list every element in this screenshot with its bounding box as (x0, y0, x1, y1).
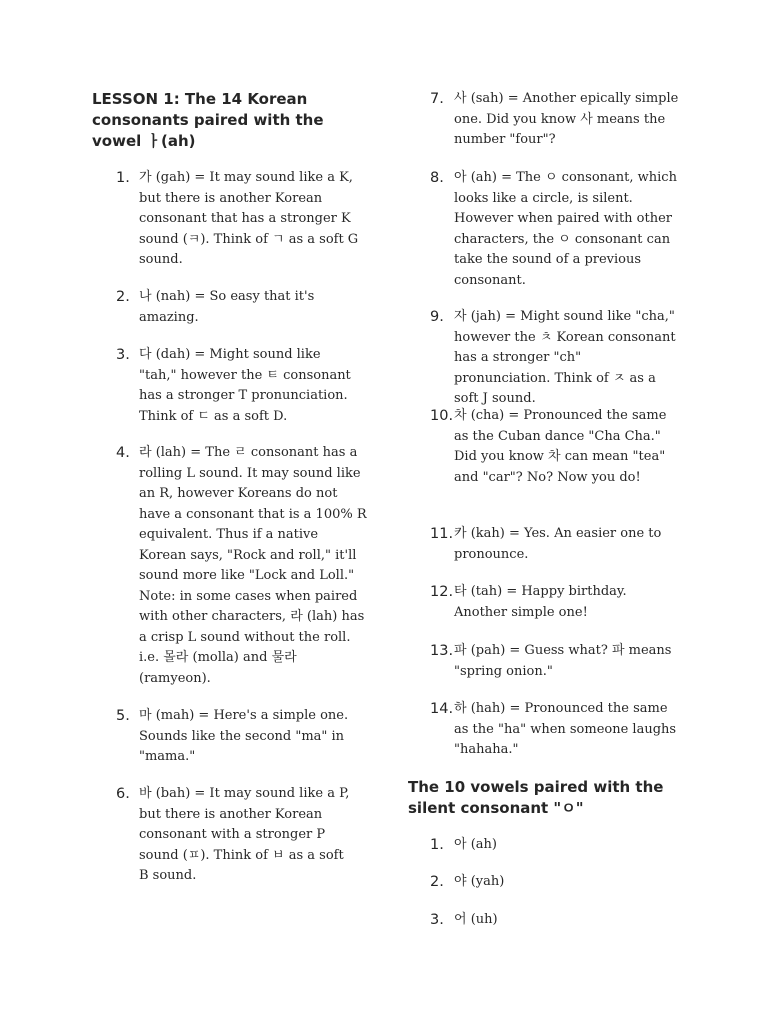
list-item-text: 마 (mah) = Here's a simple one. Sounds like the second "ma" in "mama." (139, 708, 349, 764)
list-item-number: 11. (430, 526, 454, 542)
list-item-text: 파 (pah) = Guess what? 파 means "spring onion." (454, 643, 672, 679)
list-item-text: 가 (gah) = It may sound like a K, but there is another Korean consonant that has a stronger K sound (ㅋ). Think of ㄱ as a soft G sound. (139, 170, 359, 267)
list-item-text: 하 (hah) = Pronounced the same as the "ha" when someone laughs "hahaha." (454, 701, 677, 757)
list-item-number: 3. (430, 912, 444, 928)
lesson-title: LESSON 1: The 14 Korean consonants paired with the vowel ㅏ(ah) (92, 90, 324, 150)
list-item-number: 4. (116, 445, 130, 461)
list-item-number: 10. (430, 408, 454, 424)
list-item-text: 자 (jah) = Might sound like "cha," however the ㅊ Korean consonant has a stronger "ch" pronunciation. Think of ㅈ as a soft J sound. (454, 309, 676, 406)
list-item-number: 2. (430, 874, 444, 890)
list-item-number: 12. (430, 584, 454, 600)
list-item-text: 아 (ah) = The ㅇ consonant, which looks like a circle, is silent. However when paired with other characters, the ㅇ consonant can take the sound of a previous consonant. (454, 170, 677, 288)
list-item-number: 14. (430, 701, 454, 717)
list-item-text: 아 (ah) (454, 837, 497, 852)
list-item-number: 6. (116, 786, 130, 802)
list-item-number: 5. (116, 708, 130, 724)
list-item-number: 1. (116, 170, 130, 186)
list-item-text: 바 (bah) = It may sound like a P, but there is another Korean consonant with a stronger P sound (ㅍ). Think of ㅂ as a soft B sound. (139, 786, 350, 883)
list-item-text: 카 (kah) = Yes. An easier one to pronounce. (454, 526, 662, 562)
list-item-text: 타 (tah) = Happy birthday. Another simple one! (454, 584, 627, 620)
section-title: The 10 vowels paired with the silent consonant "ㅇ" (408, 778, 664, 817)
list-item-text: 라 (lah) = The ㄹ consonant has a rolling L sound. It may sound like an R, however Koreans do not have a consonant that is a 100% R equivalent. Thus if a native Korean says, "Rock and roll," it'll sound more like "Lock and Loll." Note: in some cases when paired with other characters, 라 (lah) has a crisp L sound without the roll. i.e. 몰라 (molla) and 물라 (ramyeon). (139, 445, 367, 686)
list-item-number: 7. (430, 91, 444, 107)
list-item-number: 2. (116, 289, 130, 305)
list-item-text: 야 (yah) (454, 874, 505, 889)
list-item-number: 9. (430, 309, 444, 325)
list-item-number: 8. (430, 170, 444, 186)
list-item-text: 차 (cha) = Pronounced the same as the Cuban dance "Cha Cha." Did you know 차 can mean "tea" and "car"? No? Now you do! (454, 408, 667, 485)
list-item-number: 3. (116, 347, 130, 363)
list-item-text: 나 (nah) = So easy that it's amazing. (139, 289, 315, 325)
list-item-number: 13. (430, 643, 454, 659)
list-item-text: 어 (uh) (454, 912, 498, 927)
list-item-number: 1. (430, 837, 444, 853)
list-item-text: 다 (dah) = Might sound like "tah," however the ㅌ consonant has a stronger T pronunciation. Think of ㄷ as a soft D. (139, 347, 351, 424)
list-item-text: 사 (sah) = Another epically simple one. Did you know 사 means the number "four"? (454, 91, 679, 147)
